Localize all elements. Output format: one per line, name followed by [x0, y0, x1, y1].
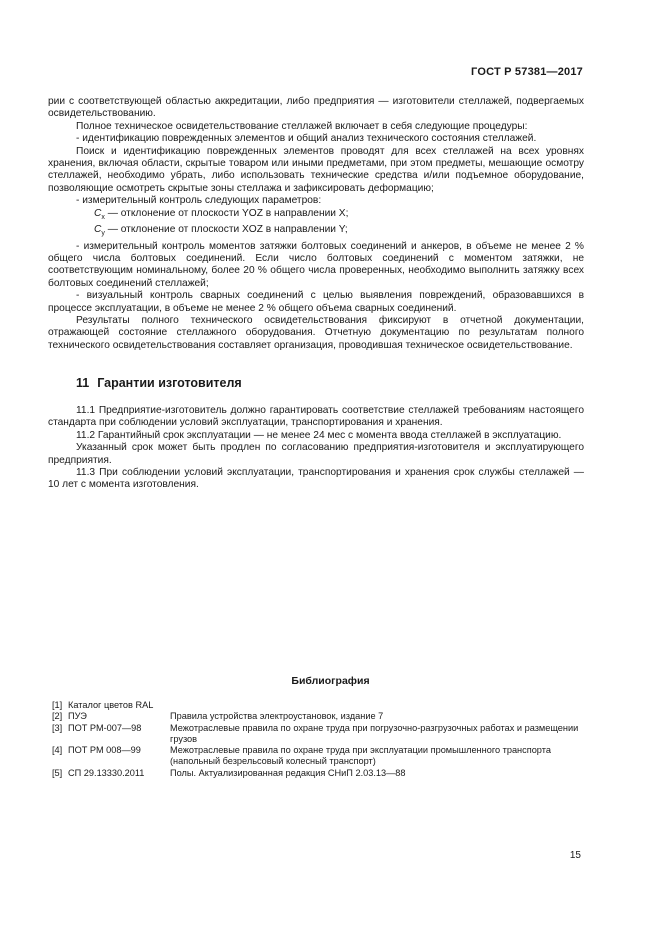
- bibliography-list: [52, 700, 592, 779]
- section-title: Гарантии изготовителя: [97, 376, 242, 390]
- page-number: 15: [569, 850, 581, 861]
- paragraph: Указанный срок может быть продлен по согласованию предприятия-изготовителя и эксплуатирующего предприятия.: [48, 442, 584, 466]
- list-item: - измерительный контроль следующих параметров:: [76, 195, 322, 207]
- paragraph: Результаты полного технического освидетельствования фиксируют в отчетной документации, отражающей состояние стеллажного оборудования. Отчетную документацию по результатам полного технического освидетельствования составляет организация, проводившая техническое освидетельствование.: [48, 314, 584, 351]
- paragraph: рии с соответствующей областью аккредитации, либо предприятия — изготовители стеллажей, подвергаемых освидетельствованию.: [48, 96, 584, 120]
- section-heading: [76, 376, 242, 390]
- paragraph: Полное техническое освидетельствование стеллажей включает в себя следующие процедуры:: [76, 120, 528, 132]
- bibliography-entry: [1] Каталог цветов RAL: [52, 700, 154, 710]
- section-body: [48, 405, 584, 492]
- parameter-cx: $C_x$ — отклонение от плоскости YOZ в направлении X;: [94, 207, 349, 221]
- paragraph: 11.1 Предприятие-изготовитель должно гарантировать соответствие стеллажей требованиям настоящего стандарта при соблюдении условий эксплуатации, транспортирования и хранения.: [48, 405, 584, 429]
- list-item: - идентификацию поврежденных элементов и общий анализ технического состояния стеллажей.: [76, 133, 537, 145]
- bibliography-title: Библиография: [291, 675, 370, 687]
- section-number: 11: [76, 376, 90, 390]
- list-item: - визуальный контроль сварных соединений с целью выявления повреждений, образовавшихся в процессе эксплуатации, в объеме не менее 2 % общего объема сварных соединений.: [48, 290, 584, 314]
- paragraph: 11.3 При соблюдении условий эксплуатации, транспортирования и хранения срок службы стеллажей — 10 лет с момента изготовления.: [48, 467, 584, 491]
- paragraph: Поиск и идентификацию поврежденных элементов проводят для всех стеллажей на всех уровнях хранения, включая области, скрытые товаром или иными предметами, при этом предметы, мешающие осмотру стеллажей, необходимо убрать, либо использовать технические средства и/или подъемное оборудование, позволяющие осмотреть скрытые зоны стеллажа и зафиксировать деформацию;: [48, 145, 584, 194]
- paragraph: 11.2 Гарантийный срок эксплуатации — не менее 24 мес с момента ввода стеллажей в эксплуатацию.: [76, 429, 562, 441]
- bibliography-entry: [3] ПОТ РМ-007—98 Межотраслевые правила по охране труда при погрузочно-разгрузочных работах и размещении грузов: [52, 722, 579, 744]
- parameter-cy: $C_y$ — отклонение от плоскости XOZ в направлении Y;: [94, 224, 348, 238]
- document-header: ГОСТ Р 57381—2017: [471, 66, 583, 78]
- bibliography-entry: [5] СП 29.13330.2011 Полы. Актуализированная редакция СНиП 2.03.13—88: [52, 767, 406, 778]
- list-item: - измерительный контроль моментов затяжки болтовых соединений и анкеров, в объеме не менее 2 % общего числа болтовых соединений. Если число болтовых соединений с моментом затяжки, не соответствующим номинальному, более 20 % общего числа проверенных, необходимо выполнить затяжку всех болтовых соединений стеллажей;: [48, 240, 584, 289]
- body-text: [48, 96, 584, 352]
- bibliography-entry: [2] ПУЭ Правила устройства электроустановок, издание 7: [52, 711, 384, 722]
- bibliography-entry: [4] ПОТ РМ 008—99 Межотраслевые правила по охране труда при эксплуатации промышленного транспорта (напольный безрельсовый колесный транспорт): [52, 745, 551, 767]
